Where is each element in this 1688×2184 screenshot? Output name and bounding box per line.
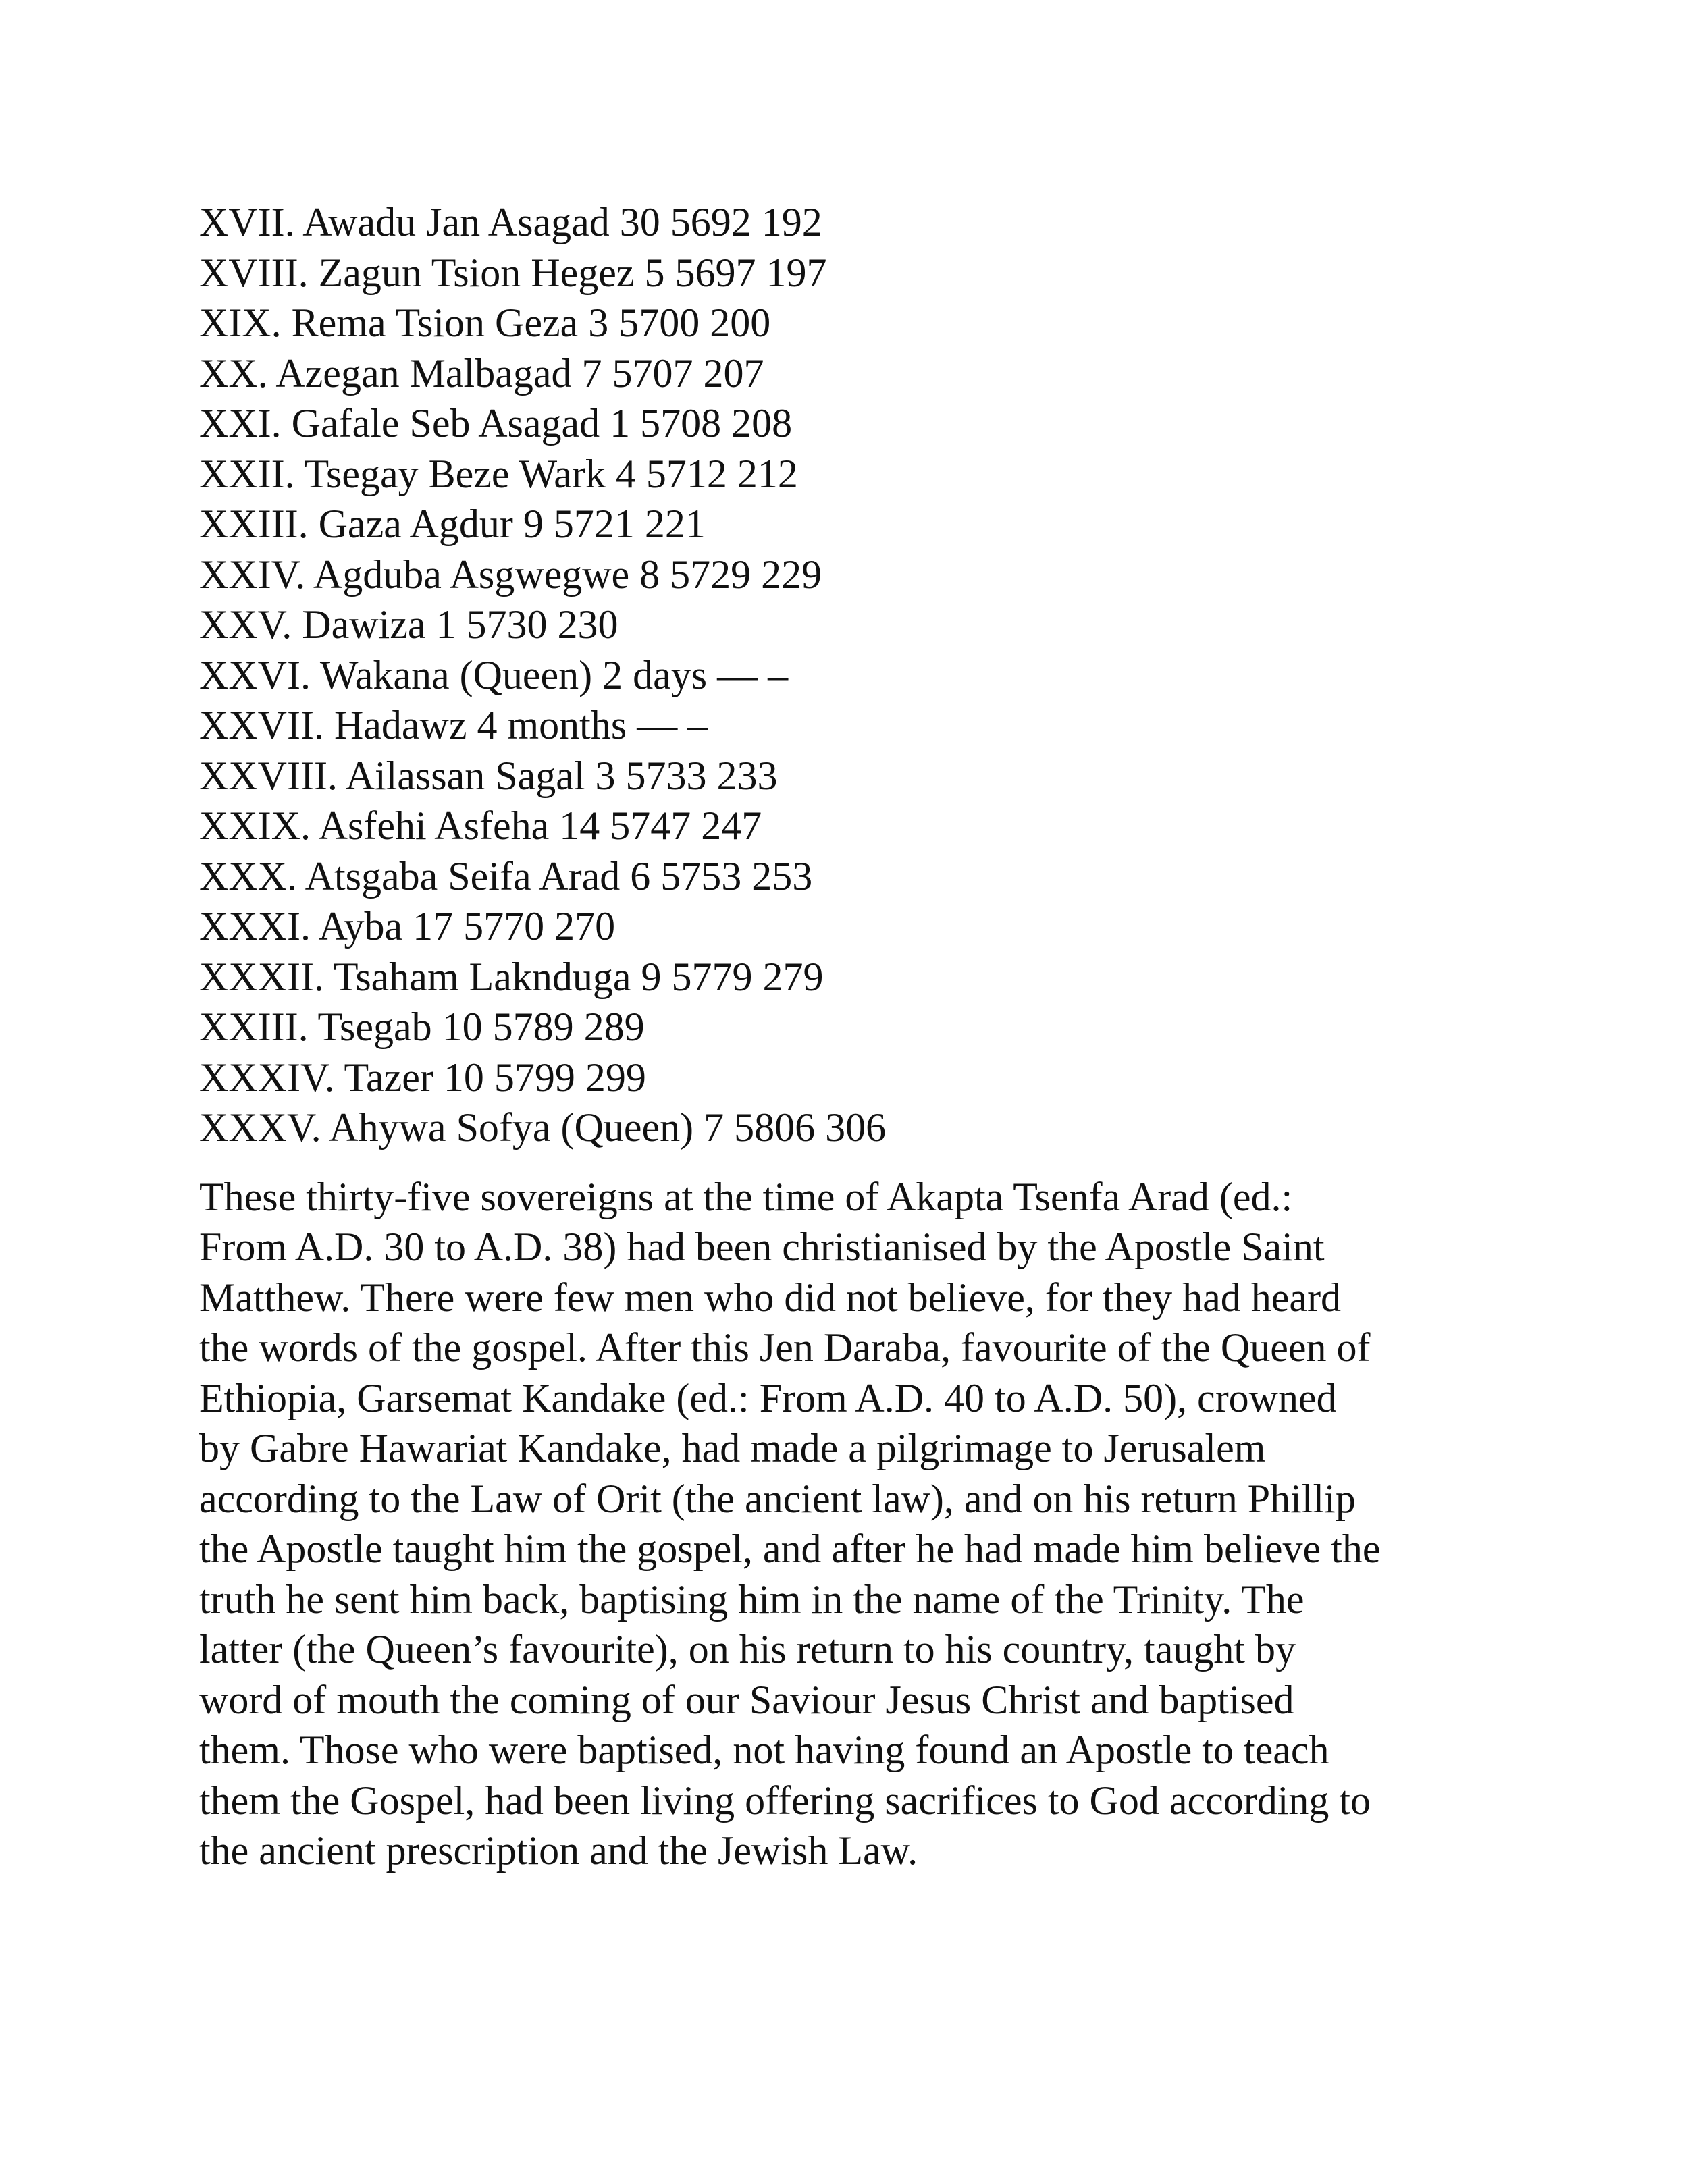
paragraph-line: Ethiopia, Garsemat Kandake (ed.: From A.D. 40 to A.D. 50), crowned <box>199 1375 1337 1420</box>
list-item: XXV. Dawiza 1 5730 230 <box>199 602 618 647</box>
list-item: XXIX. Asfehi Asfeha 14 5747 247 <box>199 803 762 848</box>
paragraph-line: latter (the Queen’s favourite), on his return to his country, taught by <box>199 1627 1296 1672</box>
list-item: XXIII. Tsegab 10 5789 289 <box>199 1005 645 1049</box>
paragraph-line: according to the Law of Orit (the ancient law), and on his return Phillip <box>199 1476 1356 1521</box>
list-item: XXX. Atsgaba Seifa Arad 6 5753 253 <box>199 853 813 899</box>
paragraph-line: word of mouth the coming of our Saviour Jesus Christ and baptised <box>199 1677 1294 1722</box>
paragraph-line: by Gabre Hawariat Kandake, had made a pilgrimage to Jerusalem <box>199 1426 1266 1470</box>
list-item: XX. Azegan Malbagad 7 5707 207 <box>199 350 764 396</box>
paragraph-line: them. Those who were baptised, not having found an Apostle to teach <box>199 1728 1329 1772</box>
list-item: XXIV. Agduba Asgwegwe 8 5729 229 <box>199 552 822 597</box>
list-item: XXXIV. Tazer 10 5799 299 <box>199 1055 646 1100</box>
paragraph-line: the words of the gospel. After this Jen Daraba, favourite of the Queen of <box>199 1325 1371 1370</box>
paragraph-line: Matthew. There were few men who did not believe, for they had heard <box>199 1275 1342 1320</box>
list-item: XXVII. Hadawz 4 months — – <box>199 703 708 747</box>
list-item: XIX. Rema Tsion Geza 3 5700 200 <box>199 300 771 345</box>
list-item: XXXI. Ayba 17 5770 270 <box>199 904 616 949</box>
paragraph-line: From A.D. 30 to A.D. 38) had been christianised by the Apostle Saint <box>199 1225 1325 1269</box>
paragraph-line: truth he sent him back, baptising him in the name of the Trinity. The <box>199 1576 1304 1622</box>
list-item: XXVIII. Ailassan Sagal 3 5733 233 <box>199 753 778 798</box>
paragraph-line: the Apostle taught him the gospel, and after he had made him believe the <box>199 1526 1381 1571</box>
body-paragraph <box>199 1172 1523 1876</box>
paragraph-line: them the Gospel, had been living offering sacrifices to God according to <box>199 1778 1371 1823</box>
list-item: XXVI. Wakana (Queen) 2 days — – <box>199 652 789 697</box>
list-item: XXII. Tsegay Beze Wark 4 5712 212 <box>199 451 798 496</box>
sovereign-list <box>199 197 1523 1153</box>
paragraph-line: These thirty-five sovereigns at the time of Akapta Tsenfa Arad (ed.: <box>199 1174 1293 1219</box>
page-content <box>199 197 1523 1876</box>
list-item: XVII. Awadu Jan Asagad 30 5692 192 <box>199 200 822 244</box>
list-item: XVIII. Zagun Tsion Hegez 5 5697 197 <box>199 250 827 295</box>
list-item: XXXII. Tsaham Laknduga 9 5779 279 <box>199 954 824 999</box>
list-item: XXI. Gafale Seb Asagad 1 5708 208 <box>199 401 793 446</box>
list-item: XXXV. Ahywa Sofya (Queen) 7 5806 306 <box>199 1105 887 1150</box>
paragraph-line: the ancient prescription and the Jewish Law. <box>199 1828 918 1873</box>
list-item: XXIII. Gaza Agdur 9 5721 221 <box>199 502 706 546</box>
